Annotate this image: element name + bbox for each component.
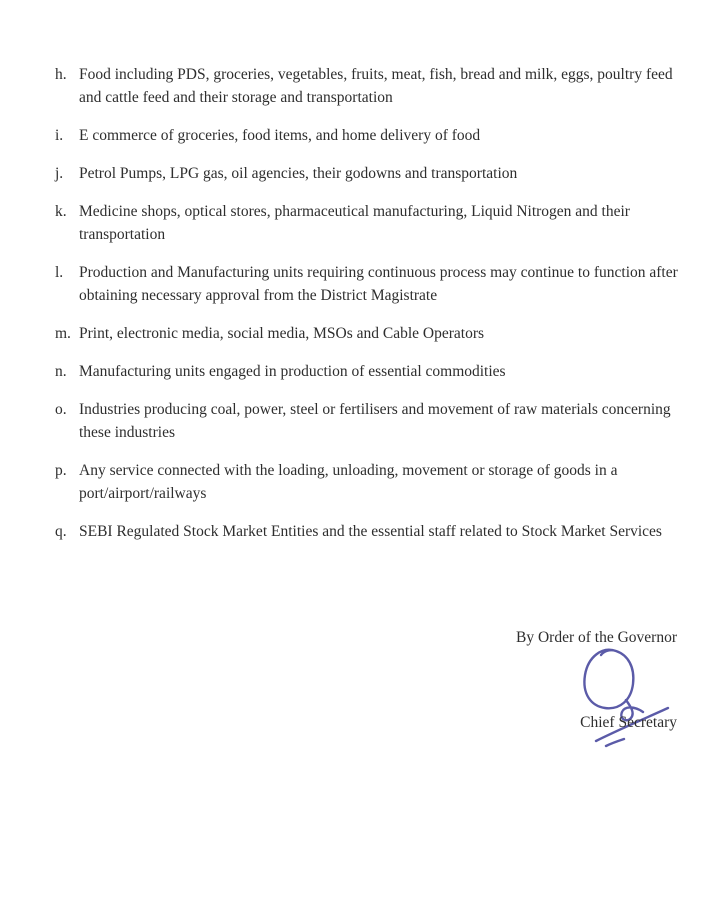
list-item bbox=[55, 398, 678, 444]
list-item bbox=[55, 520, 678, 543]
list-item-marker: l. bbox=[55, 264, 64, 281]
list-item-marker: k. bbox=[55, 203, 67, 220]
list-item bbox=[55, 261, 678, 307]
by-order-line: By Order of the Governor bbox=[516, 629, 677, 646]
list-item-text: E commerce of groceries, food items, and home delivery of food bbox=[79, 127, 481, 144]
list-item-marker: i. bbox=[55, 127, 64, 144]
list-item-text: Print, electronic media, social media, MSOs and Cable Operators bbox=[79, 325, 485, 342]
list-item bbox=[55, 124, 678, 147]
list-item-text: Manufacturing units engaged in production of essential commodities bbox=[79, 363, 506, 380]
closing-block bbox=[0, 620, 720, 800]
list-item-text: Petrol Pumps, LPG gas, oil agencies, their godowns and transportation bbox=[79, 165, 518, 182]
exempted-services-list bbox=[55, 63, 678, 558]
list-item-text: Any service connected with the loading, unloading, movement or storage of goods in a port/airport/railways bbox=[79, 462, 618, 502]
list-item-marker: p. bbox=[55, 462, 67, 479]
list-item-marker: o. bbox=[55, 401, 67, 418]
list-item bbox=[55, 162, 678, 185]
list-item bbox=[55, 360, 678, 383]
list-item-marker: m. bbox=[55, 325, 71, 342]
list-item-text: Food including PDS, groceries, vegetables, fruits, meat, fish, bread and milk, eggs, poultry feed and cattle feed and their storage and transportation bbox=[79, 66, 673, 106]
list-item bbox=[55, 459, 678, 505]
list-item-text: SEBI Regulated Stock Market Entities and the essential staff related to Stock Market Services bbox=[79, 523, 662, 540]
list-item-text: Medicine shops, optical stores, pharmaceutical manufacturing, Liquid Nitrogen and their transportation bbox=[79, 203, 630, 243]
list-item-text: Industries producing coal, power, steel or fertilisers and movement of raw materials concerning these industries bbox=[79, 401, 671, 441]
list-item-marker: n. bbox=[55, 363, 67, 380]
list-item bbox=[55, 200, 678, 246]
list-item bbox=[55, 322, 678, 345]
signatory-title: Chief Secretary bbox=[580, 714, 677, 731]
list-item-marker: q. bbox=[55, 523, 67, 540]
list-item-marker: j. bbox=[55, 165, 64, 182]
list-item-marker: h. bbox=[55, 66, 67, 83]
signature-icon bbox=[576, 644, 680, 756]
list-item bbox=[55, 63, 678, 109]
list-item-text: Production and Manufacturing units requiring continuous process may continue to function after obtaining necessary approval from the District Magistrate bbox=[79, 264, 678, 304]
